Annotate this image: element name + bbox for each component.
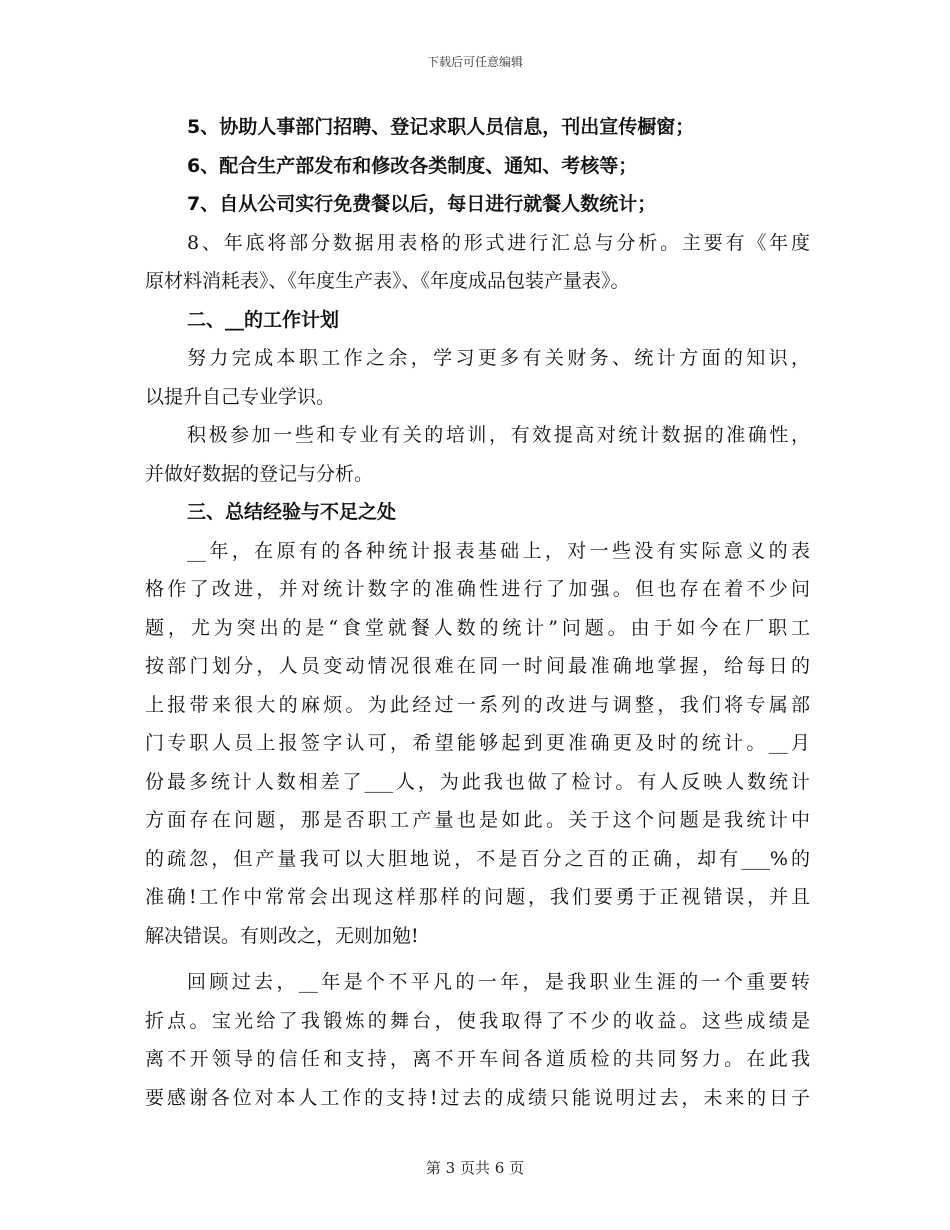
section-heading-3: 三、总结经验与不足之处 [187, 501, 397, 523]
paragraph-line: __年，在原有的各种统计报表基础上，对一些没有实际意义的表 [187, 539, 810, 562]
paragraph-line: 要感谢各位对本人工作的支持!过去的成绩只能说明过去，未来的日子 [145, 1086, 810, 1109]
paragraph-line: 准确!工作中常常会出现这样那样的问题，我们要勇于正视错误，并且 [145, 886, 810, 908]
paragraph-line: 并做好数据的登记与分析。 [145, 462, 374, 485]
page-header: 下载后可任意编辑 [426, 55, 523, 69]
paragraph-line: 按部门划分，人员变动情况很难在同一时间最准确地掌握，给每日的 [145, 655, 810, 677]
paragraph-line: 方面存在问题，那是否职工产量也是如此。关于这个问题是我统计中 [145, 809, 810, 831]
paragraph-line: 题，尤为突出的是“食堂就餐人数的统计”问题。由于如今在厂职工 [145, 616, 810, 639]
list-item-8-line-1: 8、年底将部分数据用表格的形式进行汇总与分析。主要有《年度 [187, 231, 810, 254]
paragraph-line: 积极参加一些和专业有关的培训，有效提高对统计数据的准确性， [187, 424, 810, 446]
paragraph-line: 折点。宝光给了我锻炼的舞台，使我取得了不少的收益。这些成绩是 [145, 1009, 810, 1032]
paragraph-line: 解决错误。有则改之，无则加勉! [145, 924, 419, 947]
paragraph-line: 的疏忽，但产量我可以大胆地说，不是百分之百的正确，却有___%的 [145, 847, 810, 870]
paragraph-line: 努力完成本职工作之余，学习更多有关财务、统计方面的知识， [187, 347, 810, 369]
list-item-8-line-2: 原材料消耗表》、《年度生产表》、《年度成品包装产量表》。 [145, 270, 630, 292]
paragraph-line: 门专职人员上报签字认可，希望能够起到更准确更及时的统计。__月 [145, 732, 810, 754]
document-body [145, 108, 810, 1117]
paragraph-line: 以提升自己专业学识。 [145, 385, 336, 408]
paragraph-line: 离不开领导的信任和支持，离不开车间各道质检的共同努力。在此我 [145, 1048, 810, 1070]
paragraph-line: 格作了改进，并对统计数字的准确性进行了加强。但也存在着不少问 [145, 578, 810, 600]
paragraph-line: 上报带来很大的麻烦。为此经过一系列的改进与调整，我们将专属部 [145, 693, 810, 716]
list-item-5: 5、协助人事部门招聘、登记求职人员信息，刊出宣传橱窗； [187, 116, 695, 138]
page-footer: 第 3 页共 6 页 [425, 1159, 525, 1177]
list-item-6: 6、配合生产部发布和修改各类制度、通知、考核等； [187, 154, 638, 177]
list-item-7: 7、自从公司实行免费餐以后，每日进行就餐人数统计； [187, 193, 657, 215]
section-heading-2: 二、__的工作计划 [187, 308, 340, 331]
paragraph-line: 回顾过去，__年是个不平凡的一年，是我职业生涯的一个重要转 [187, 971, 810, 993]
paragraph-line: 份最多统计人数相差了___人，为此我也做了检讨。有人反映人数统计 [145, 770, 810, 793]
